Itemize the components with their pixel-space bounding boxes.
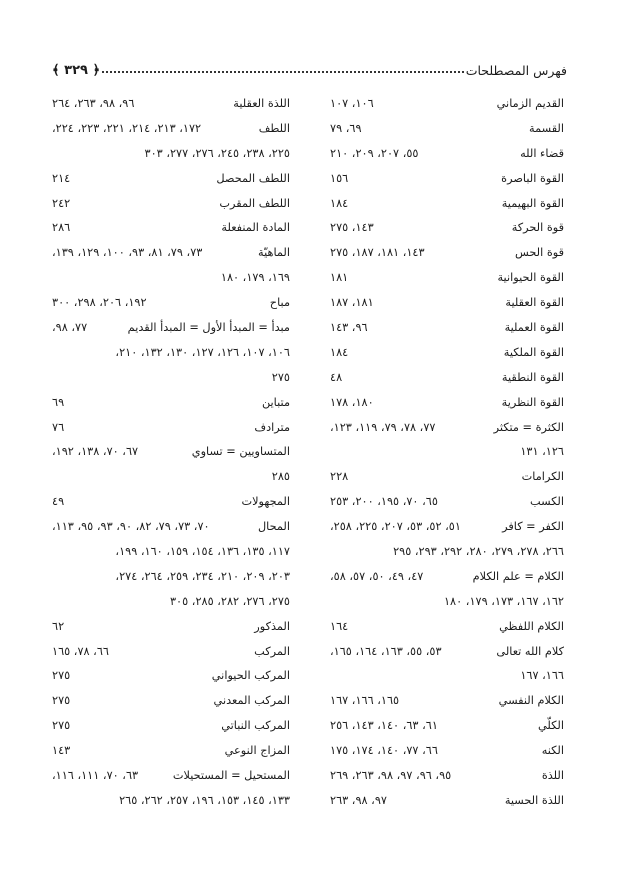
- index-entry: [330, 391, 564, 416]
- index-page-refs: ١٤٣، ٢٧٥: [330, 221, 374, 235]
- index-term: المادة المنفعلة: [221, 221, 290, 235]
- index-term: المتساويين = تساوي: [191, 445, 290, 459]
- index-page-refs: ٢٧٥: [52, 694, 71, 708]
- index-page-refs: ٦١، ٦٣، ١٤٠، ١٤٣، ٢٥٦: [330, 719, 438, 733]
- index-entry: [52, 714, 290, 739]
- index-term: المستحيل = المستحيلات: [172, 769, 290, 783]
- index-entry: [330, 266, 564, 291]
- index-term: القوة النظرية: [501, 395, 564, 409]
- index-term: الكسب: [530, 495, 564, 509]
- index-term: المزاج النوعي: [224, 744, 290, 758]
- index-entry: [330, 739, 564, 764]
- index-page-refs: ١٧٢، ٢١٣، ٢١٤، ٢٢١، ٢٢٣، ٢٢٤،: [52, 121, 202, 135]
- index-page-refs: ١٨١: [330, 271, 349, 285]
- index-entry: [52, 640, 290, 665]
- index-entry: [330, 117, 564, 142]
- index-entry: [52, 615, 290, 640]
- index-entry-continuation: ١٦٢، ١٦٧، ١٧٣، ١٧٩، ١٨٠: [443, 594, 564, 608]
- index-term: مباح: [269, 296, 290, 310]
- index-entry: [52, 241, 290, 266]
- index-term: الكلام = علم الكلام: [472, 569, 564, 583]
- index-term: القوة البهيمية: [501, 196, 564, 210]
- index-entry: [330, 515, 564, 540]
- index-term: القوة الملكية: [503, 345, 564, 359]
- index-term: المركب المعدني: [213, 694, 290, 708]
- index-entry: [52, 117, 290, 142]
- index-page-refs: ٦٢: [52, 619, 65, 633]
- index-page-refs: ١٨٤: [330, 196, 349, 210]
- index-term: الكلام اللفظي: [499, 619, 564, 633]
- index-page-refs: ٤٨: [330, 370, 343, 384]
- index-page-refs: ٧٦: [52, 420, 65, 434]
- index-page-refs: ٩٦، ١٤٣: [330, 321, 368, 335]
- index-entry: [330, 92, 564, 117]
- index-page-refs: ١٥٦: [330, 171, 349, 185]
- index-page-refs: ٢٢٨: [330, 470, 349, 484]
- index-term: القوة العقلية: [505, 296, 564, 310]
- index-column-right: [330, 92, 564, 814]
- index-entry-continuation: ٢٠٣، ٢٠٩، ٢١٠، ٢٣٤، ٢٥٩، ٢٦٤، ٢٧٤،: [115, 569, 290, 583]
- index-entry-continuation: ١٦٦، ١٦٧: [520, 669, 564, 683]
- index-page-refs: ٢١٤: [52, 171, 71, 185]
- index-term: قوة الحركة: [511, 221, 564, 235]
- index-entry: [330, 167, 564, 192]
- index-page-refs: ٤٩: [52, 495, 65, 509]
- index-term: المركب: [254, 644, 290, 658]
- index-term: اللطف المحصل: [216, 171, 290, 185]
- index-term: القسمة: [529, 121, 564, 135]
- page-header: [52, 56, 567, 78]
- index-entry: [330, 640, 564, 665]
- index-page-refs: ٦٥، ٧٠، ١٩٥، ٢٠٠، ٢٥٣: [330, 495, 438, 509]
- index-entry: [52, 664, 290, 689]
- index-entry: [52, 291, 290, 316]
- index-entry-continuation: ١٣٣، ١٤٥، ١٥٣، ١٩٦، ٢٥٧، ٢٦٢، ٢٦٥: [119, 793, 290, 807]
- index-term: مترادف: [254, 420, 290, 434]
- leader-dots: [102, 71, 464, 73]
- index-entry-continuation: ٢٧٥، ٢٧٦، ٢٨٢، ٢٨٥، ٣٠٥: [169, 594, 290, 608]
- index-entry: [52, 739, 290, 764]
- index-page-refs: ٦٦، ٧٨، ١٦٥: [52, 644, 109, 658]
- index-page-refs: ١٦٤: [330, 619, 349, 633]
- index-term: اللذة العقلية: [233, 97, 290, 110]
- index-term: قضاء الله: [520, 146, 564, 160]
- index-term: مبدأ = المبدأ الأول = المبدأ القديم: [127, 321, 290, 335]
- index-term: اللطف المقرب: [219, 196, 290, 210]
- index-term: المذكور: [254, 619, 290, 633]
- index-page-refs: ٧٧، ٧٨، ٧٩، ١١٩، ١٢٣،: [330, 420, 436, 434]
- index-term: القوة الباصرة: [501, 171, 564, 185]
- index-page-refs: ٦٣، ٧٠، ١١١، ١١٦،: [52, 769, 139, 783]
- index-entry: [330, 465, 564, 490]
- index-page-refs: ٥١، ٥٢، ٥٣، ٢٠٧، ٢٢٥، ٢٥٨،: [330, 520, 461, 534]
- index-entry: [330, 689, 564, 714]
- index-term: القديم الزماني: [496, 97, 564, 110]
- index-page-refs: ٢٨٦: [52, 221, 71, 235]
- index-term: الكلّي: [538, 719, 564, 733]
- index-page-refs: ٩٧، ٩٨، ٢٦٣: [330, 793, 387, 807]
- index-term: الكلام النفسي: [498, 694, 564, 708]
- index-page-refs: ١٨١، ١٨٧: [330, 296, 374, 310]
- index-entry: [330, 789, 564, 814]
- index-page-refs: ٩٦، ٩٨، ٢٦٣، ٢٦٤: [52, 97, 135, 110]
- index-entry: [330, 291, 564, 316]
- index-page-refs: ٥٥، ٢٠٧، ٢٠٩، ٢١٠: [330, 146, 419, 160]
- index-term: اللطف: [258, 121, 290, 135]
- index-page-refs: ١٦٥، ١٦٦، ١٦٧: [330, 694, 400, 708]
- index-entry-continuation: ١٦٩، ١٧٩، ١٨٠: [220, 271, 290, 285]
- index-term: الكنه: [541, 744, 564, 758]
- index-entry: [330, 490, 564, 515]
- index-entry: [330, 216, 564, 241]
- index-column-left: [52, 92, 290, 814]
- index-entry-continuation: ٢٨٥: [271, 470, 290, 484]
- index-entry: [52, 515, 290, 540]
- index-term: الكثرة = متكثر: [493, 420, 564, 434]
- index-entry: [52, 764, 290, 789]
- index-page-refs: ٤٧، ٤٩، ٥٠، ٥٧، ٥٨،: [330, 569, 424, 583]
- index-entry: [330, 615, 564, 640]
- index-entry: [52, 316, 290, 341]
- index-term: اللذة: [541, 769, 564, 783]
- index-entry-continuation: ١١٧، ١٣٥، ١٣٦، ١٥٤، ١٥٩، ١٦٠، ١٩٩،: [115, 545, 290, 559]
- index-term: المركب النباتي: [221, 719, 290, 733]
- index-entry: [52, 216, 290, 241]
- index-page-refs: ٥٣، ٥٥، ١٦٣، ١٦٤، ١٦٥،: [330, 644, 442, 658]
- index-page-refs: ١٤٣: [52, 744, 71, 758]
- index-entry: [52, 416, 290, 441]
- index-term: اللذة الحسية: [504, 793, 564, 807]
- index-entry-continuation: ١٢٦، ١٣١: [520, 445, 564, 459]
- index-entry: [52, 490, 290, 515]
- index-page-refs: ٧٧، ٩٨،: [52, 321, 88, 335]
- page-number: ﴿ ٣٢٩ ﴾: [52, 63, 101, 78]
- index-page-refs: ٩٥، ٩٦، ٩٧، ٩٨، ٢٦٣، ٢٦٩: [330, 769, 452, 783]
- index-page-refs: ٦٩، ٧٩: [330, 121, 362, 135]
- index-term: الكرامات: [521, 470, 564, 484]
- index-entry: [330, 341, 564, 366]
- index-page-refs: ٦٧، ٧٠، ١٣٨، ١٩٢،: [52, 445, 139, 459]
- index-term: القوة الحيوانية: [497, 271, 564, 285]
- index-entry: [330, 316, 564, 341]
- index-entry-continuation: ٢٦٦، ٢٧٨، ٢٧٩، ٢٨٠، ٢٩٢، ٢٩٣، ٢٩٥: [393, 545, 564, 559]
- index-entry: [330, 366, 564, 391]
- index-page-refs: ٢٧٥: [52, 669, 71, 683]
- index-entry: [52, 391, 290, 416]
- index-entry: [330, 142, 564, 167]
- index-page-refs: ١٨٠، ١٧٨: [330, 395, 374, 409]
- index-entry-continuation: ٢٧٥: [271, 370, 290, 384]
- index-page-refs: ١٤٣، ١٨١، ١٨٧، ٢٧٥: [330, 246, 425, 260]
- index-entry: [52, 92, 290, 117]
- index-term: المجهولات: [241, 495, 290, 509]
- index-term: المحال: [257, 520, 290, 534]
- index-term: الكفر = كافر: [502, 520, 564, 534]
- index-entry: [52, 167, 290, 192]
- index-page-refs: ١٨٤: [330, 345, 349, 359]
- index-page-refs: ٢٧٥: [52, 719, 71, 733]
- index-page-refs: ٧٠، ٧٣، ٧٩، ٨٢، ٩٠، ٩٣، ٩٥، ١١٣،: [52, 520, 210, 534]
- index-page-refs: ٦٩: [52, 395, 65, 409]
- index-page-refs: ٧٣، ٧٩، ٨١، ٩٣، ١٠٠، ١٢٩، ١٣٩،: [52, 246, 203, 260]
- index-entry-continuation: ١٠٦، ١٠٧، ١٢٦، ١٢٧، ١٣٠، ١٣٢، ٢١٠،: [115, 345, 290, 359]
- index-term: كلام الله تعالى: [496, 644, 564, 658]
- running-title: فهرس المصطلحات: [465, 63, 567, 78]
- index-term: القوة العملية: [504, 321, 564, 335]
- index-entry: [330, 714, 564, 739]
- index-entry-continuation: ٢٢٥، ٢٣٨، ٢٤٥، ٢٧٦، ٢٧٧، ٣٠٣: [144, 146, 290, 160]
- index-page-refs: ١٩٢، ٢٠٦، ٢٩٨، ٣٠٠: [52, 296, 147, 310]
- index-entry: [330, 565, 564, 590]
- index-entry: [330, 416, 564, 441]
- index-term: المركب الحيواني: [211, 669, 290, 683]
- index-page-refs: ٦٦، ٧٧، ١٤٠، ١٧٤، ١٧٥: [330, 744, 438, 758]
- index-term: القوة النطقية: [501, 370, 564, 384]
- index-entry: [330, 241, 564, 266]
- index-term: الماهيّة: [258, 246, 290, 260]
- index-entry: [330, 192, 564, 217]
- index-term: قوة الحس: [514, 246, 564, 260]
- index-entry: [52, 192, 290, 217]
- index-entry: [52, 689, 290, 714]
- index-term: متباين: [261, 395, 290, 409]
- index-page-refs: ٢٤٢: [52, 196, 71, 210]
- index-entry: [330, 764, 564, 789]
- index-entry: [52, 440, 290, 465]
- index-page-refs: ١٠٦، ١٠٧: [330, 97, 374, 110]
